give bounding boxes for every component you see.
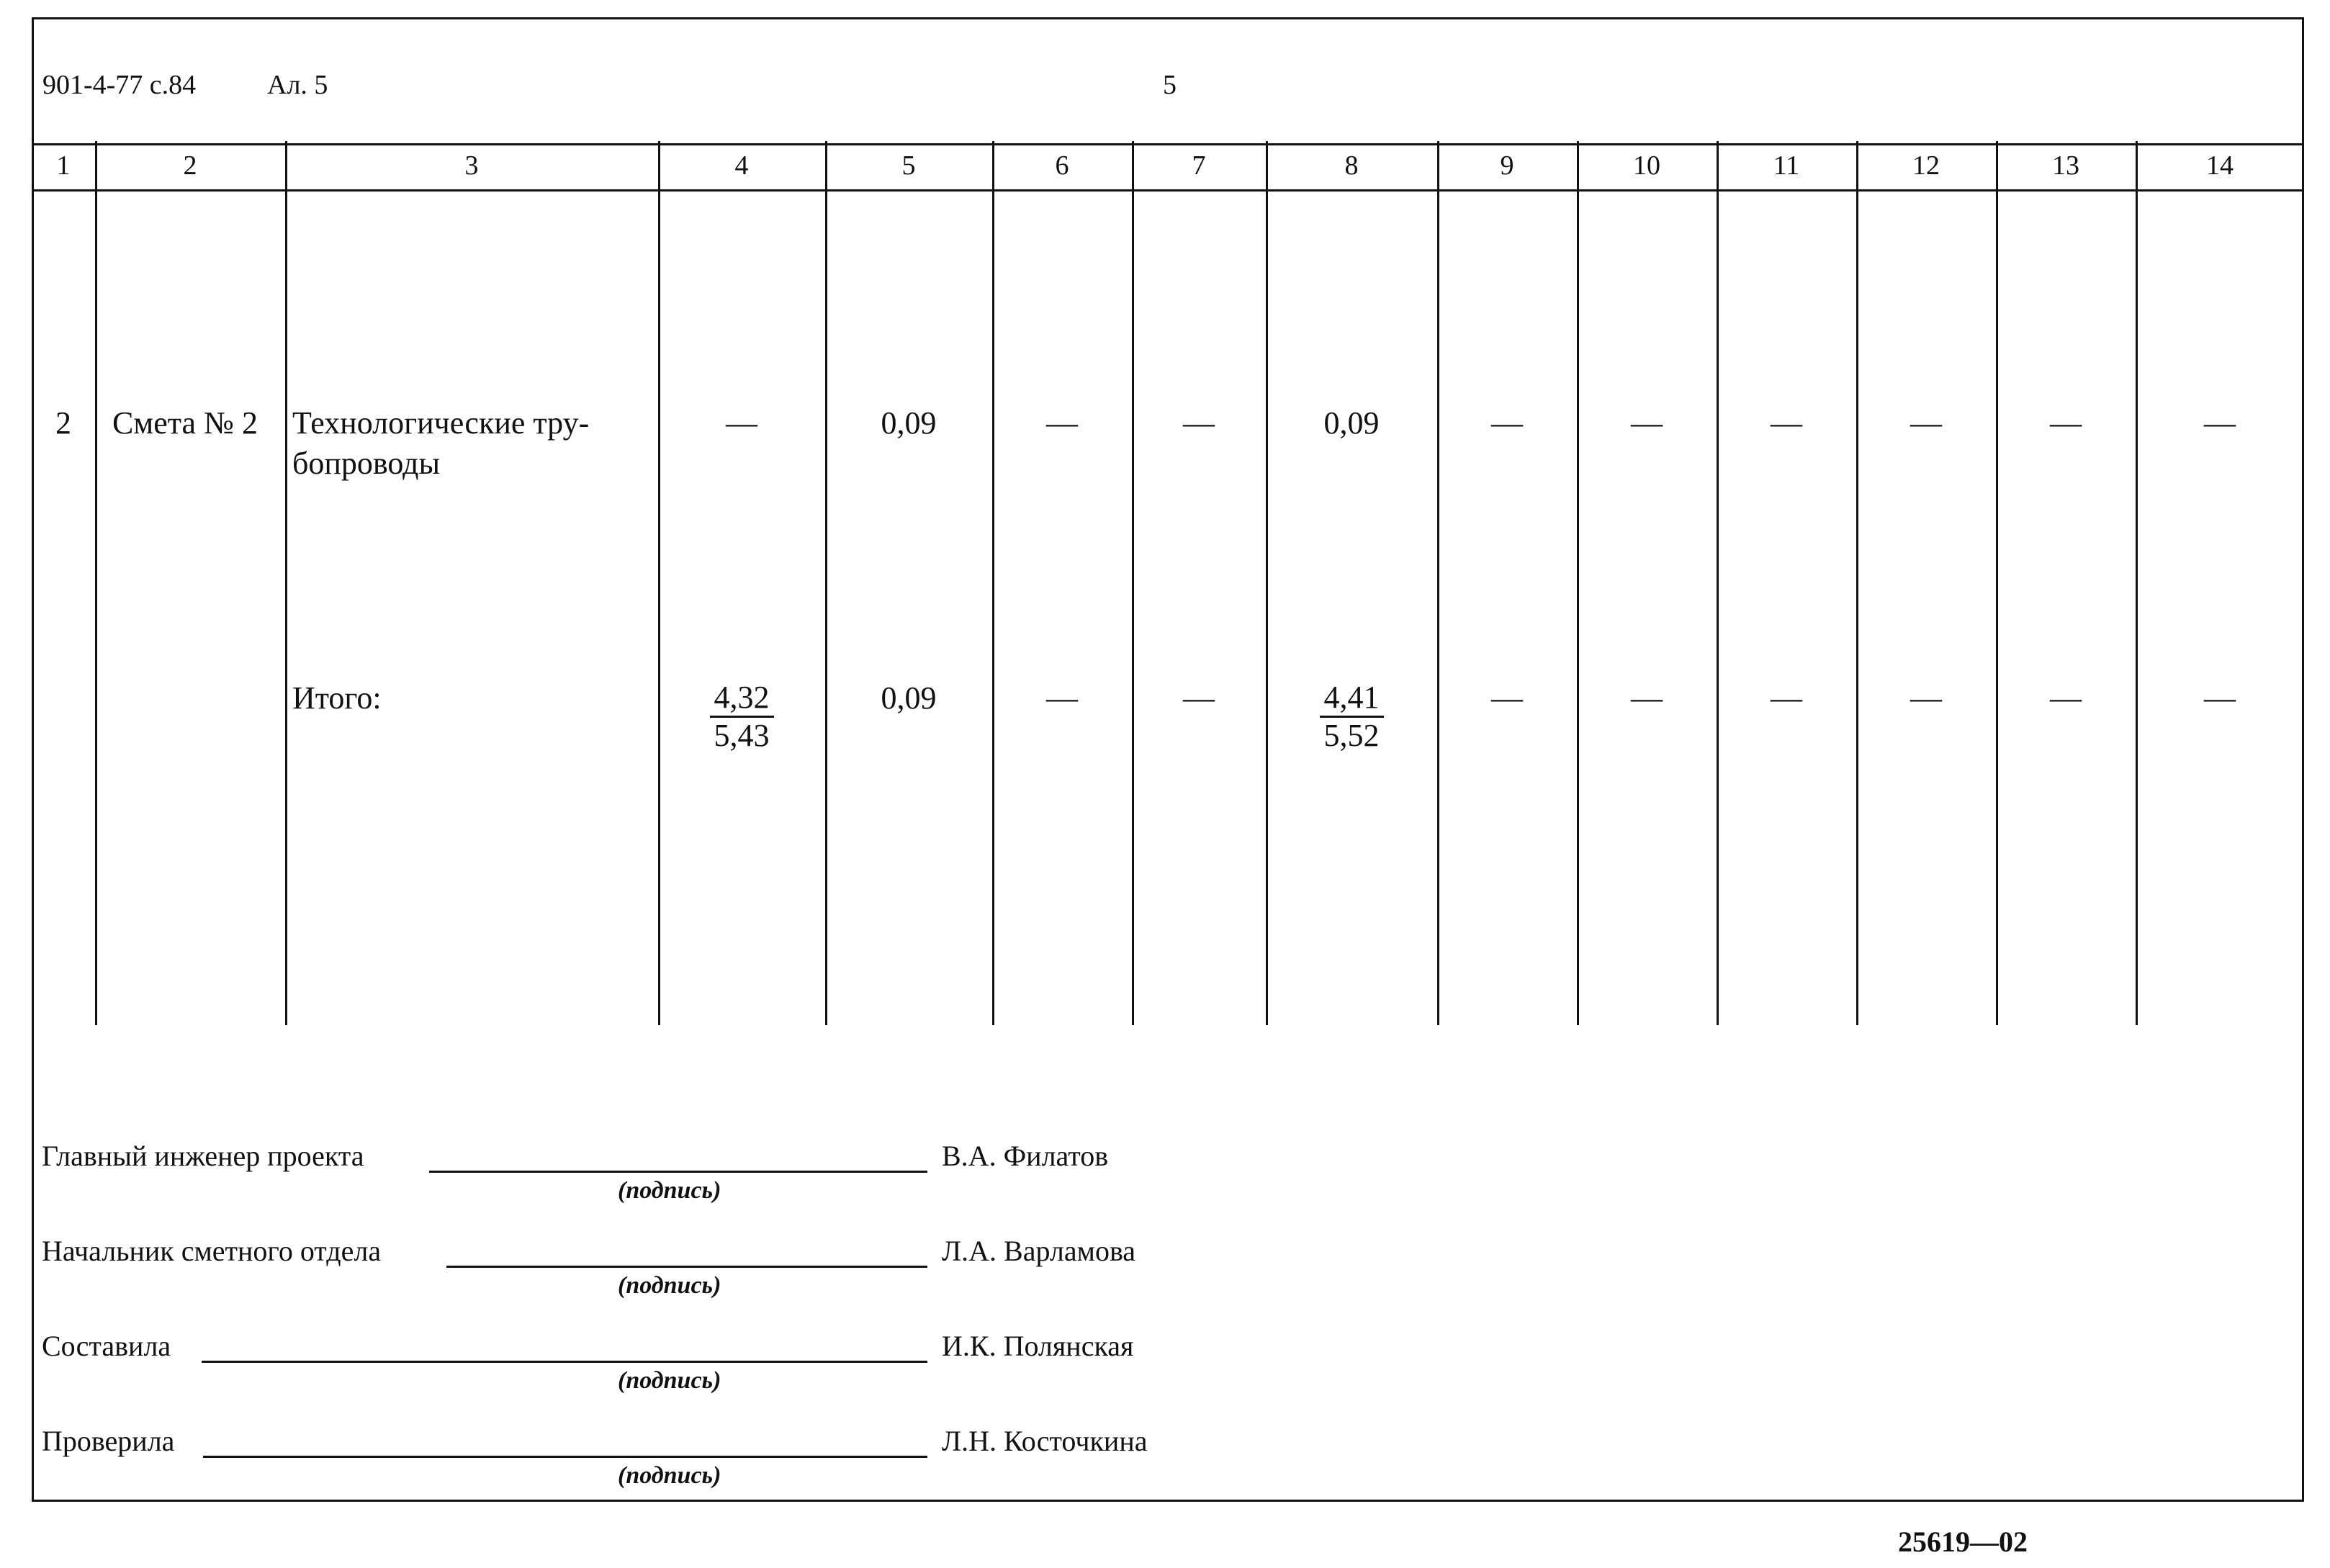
- column-divider: [1717, 141, 1719, 1025]
- column-number: 11: [1773, 150, 1800, 181]
- column-divider: [1437, 141, 1439, 1025]
- footer-code: 25619—02: [1898, 1526, 2028, 1558]
- column-number: 7: [1192, 150, 1206, 181]
- column-divider: [992, 141, 994, 1025]
- total-col8-denominator: 5,52: [1323, 718, 1380, 753]
- cell-col6: —: [1046, 405, 1078, 441]
- total-col6: —: [1046, 680, 1078, 716]
- cell-col13: —: [2050, 405, 2082, 441]
- signatory-name: Л.Н. Косточкина: [942, 1425, 1148, 1457]
- total-col8-fraction: [1266, 680, 1437, 754]
- total-col14: —: [2204, 680, 2236, 716]
- signature-line: [429, 1171, 927, 1173]
- document-frame: [32, 17, 2304, 1502]
- signatory-name: В.А. Филатов: [942, 1140, 1109, 1172]
- total-col8-numerator: 4,41: [1320, 680, 1384, 718]
- total-col4-denominator: 5,43: [714, 718, 770, 753]
- column-divider: [1132, 141, 1134, 1025]
- row-number: 2: [55, 405, 71, 441]
- column-divider: [1266, 141, 1268, 1025]
- signature-line: [446, 1266, 927, 1268]
- column-divider: [1856, 141, 1858, 1025]
- signature-caption: (подпись): [618, 1272, 721, 1299]
- total-col10: —: [1631, 680, 1663, 716]
- cell-col7: —: [1183, 405, 1215, 441]
- column-divider: [1996, 141, 1998, 1025]
- signature-caption: (подпись): [618, 1367, 721, 1394]
- total-col4-numerator: 4,32: [710, 680, 774, 718]
- column-divider: [1577, 141, 1579, 1025]
- column-divider: [2136, 141, 2138, 1025]
- column-number: 5: [901, 150, 916, 181]
- signature-line: [202, 1361, 927, 1363]
- cell-col4: —: [726, 405, 757, 441]
- column-number: 4: [734, 150, 749, 181]
- header-line-top: [34, 143, 2302, 145]
- signatory-name: И.К. Полянская: [942, 1330, 1134, 1362]
- page-number: 5: [1163, 70, 1177, 100]
- signature-caption: (подпись): [618, 1462, 721, 1489]
- signature-role: Начальник сметного отдела: [42, 1235, 382, 1267]
- column-divider: [95, 141, 97, 1025]
- cell-col12: —: [1910, 405, 1942, 441]
- column-divider: [658, 141, 660, 1025]
- column-number: 6: [1055, 150, 1069, 181]
- column-number: 14: [2206, 150, 2234, 181]
- column-number: 1: [56, 150, 71, 181]
- header-line-bottom: [34, 189, 2302, 192]
- total-col9: —: [1491, 680, 1523, 716]
- total-col4-fraction: [658, 680, 825, 754]
- signature-role: Составила: [42, 1330, 171, 1362]
- signature-caption: (подпись): [618, 1177, 721, 1204]
- cell-col10: —: [1631, 405, 1663, 441]
- cell-col14: —: [2204, 405, 2236, 441]
- cell-col9: —: [1491, 405, 1523, 441]
- column-number: 9: [1500, 150, 1514, 181]
- document-code: 901-4-77 с.84: [42, 70, 197, 100]
- column-number: 8: [1344, 150, 1359, 181]
- estimate-label: Смета № 2: [112, 405, 258, 441]
- column-divider: [285, 141, 287, 1025]
- column-number: 13: [2052, 150, 2079, 181]
- total-col11: —: [1771, 680, 1802, 716]
- signature-role: Главный инженер проекта: [42, 1140, 364, 1172]
- total-col12: —: [1910, 680, 1942, 716]
- total-col5: 0,09: [881, 680, 937, 716]
- cell-col8: 0,09: [1323, 405, 1380, 441]
- column-divider: [825, 141, 827, 1025]
- item-name-line1: Технологические тру-: [292, 405, 590, 441]
- column-number: 3: [464, 150, 479, 181]
- signature-role: Проверила: [42, 1425, 175, 1457]
- total-col13: —: [2050, 680, 2082, 716]
- signatory-name: Л.А. Варламова: [942, 1235, 1136, 1267]
- cell-col5: 0,09: [881, 405, 937, 441]
- sheet-label: Ал. 5: [267, 70, 328, 100]
- column-number: 12: [1912, 150, 1940, 181]
- total-label: Итого:: [292, 680, 382, 716]
- signature-line: [203, 1456, 927, 1458]
- total-col7: —: [1183, 680, 1215, 716]
- cell-col11: —: [1771, 405, 1802, 441]
- item-name-line2: бопроводы: [292, 446, 441, 481]
- column-number: 10: [1633, 150, 1660, 181]
- column-number: 2: [183, 150, 197, 181]
